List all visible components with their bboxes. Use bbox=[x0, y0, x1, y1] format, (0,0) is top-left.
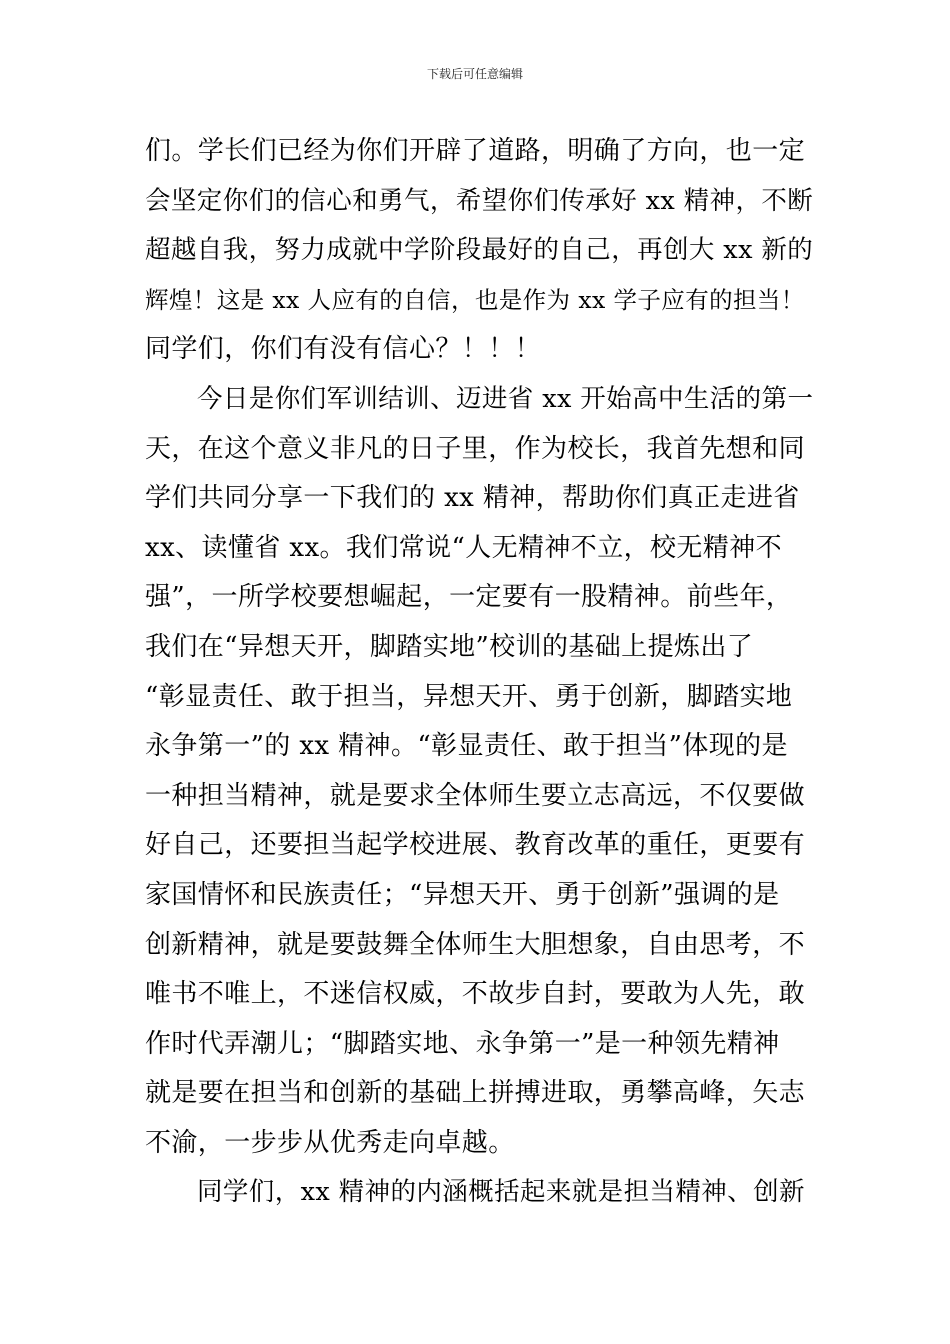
text-line: 永争第一”的 xx 精神。“彰显责任、敢于担当”体现的是 bbox=[145, 731, 788, 762]
text-line: 作时代弄潮儿；“脚踏实地、永争第一”是一种领先精神 bbox=[145, 1028, 780, 1059]
body-text bbox=[145, 127, 815, 1218]
text-line: 学们共同分享一下我们的 xx 精神，帮助你们真正走进省 bbox=[145, 483, 800, 514]
text-line: 会坚定你们的信心和勇气，希望你们传承好 xx 精神，不断 bbox=[145, 185, 814, 216]
text-line: 唯书不唯上，不迷信权威，不故步自封，要敢为人先，敢 bbox=[145, 979, 806, 1010]
text-line: 同学们，xx 精神的内涵概括起来就是担当精神、创新 bbox=[197, 1177, 805, 1208]
text-line: 们。学长们已经为你们开辟了道路，明确了方向，也一定 bbox=[145, 136, 806, 166]
text-line: 强”，一所学校要想崛起，一定要有一股精神。前些年， bbox=[145, 582, 793, 613]
text-line: 就是要在担当和创新的基础上拼搏进取，勇攀高峰，矢志 bbox=[145, 1078, 806, 1109]
text-line: 我们在“异想天开，脚踏实地”校训的基础上提炼出了 bbox=[145, 631, 754, 662]
text-line: 创新精神，就是要鼓舞全体师生大胆想象，自由思考，不 bbox=[145, 929, 806, 960]
text-line: “彰显责任、敢于担当，异想天开、勇于创新，脚踏实地 bbox=[145, 681, 793, 712]
text-line: 今日是你们军训结训、迈进省 xx 开始高中生活的第一 bbox=[197, 383, 814, 414]
text-line: 超越自我，努力成就中学阶段最好的自己，再创大 xx 新的 bbox=[145, 235, 814, 266]
text-line: xx、读懂省 xx。我们常说“人无精神不立，校无精神不 bbox=[145, 532, 783, 563]
text-line: 家国情怀和民族责任；“异想天开、勇于创新”强调的是 bbox=[145, 879, 780, 910]
text-line: 一种担当精神，就是要求全体师生要立志高远，不仅要做 bbox=[145, 780, 806, 811]
text-line: 同学们，你们有没有信心？！！！ bbox=[145, 334, 542, 365]
text-line: 天，在这个意义非凡的日子里，作为校长，我首先想和同 bbox=[145, 433, 806, 464]
text-line: 不渝，一步步从优秀走向卓越。 bbox=[145, 1127, 515, 1158]
text-line: 好自己，还要担当起学校进展、教育改革的重任，更要有 bbox=[145, 830, 806, 861]
text-line: 辉煌！这是 xx 人应有的自信，也是作为 xx 学子应有的担当！ bbox=[145, 285, 805, 314]
page-header: 下载后可任意编辑 bbox=[426, 67, 523, 81]
